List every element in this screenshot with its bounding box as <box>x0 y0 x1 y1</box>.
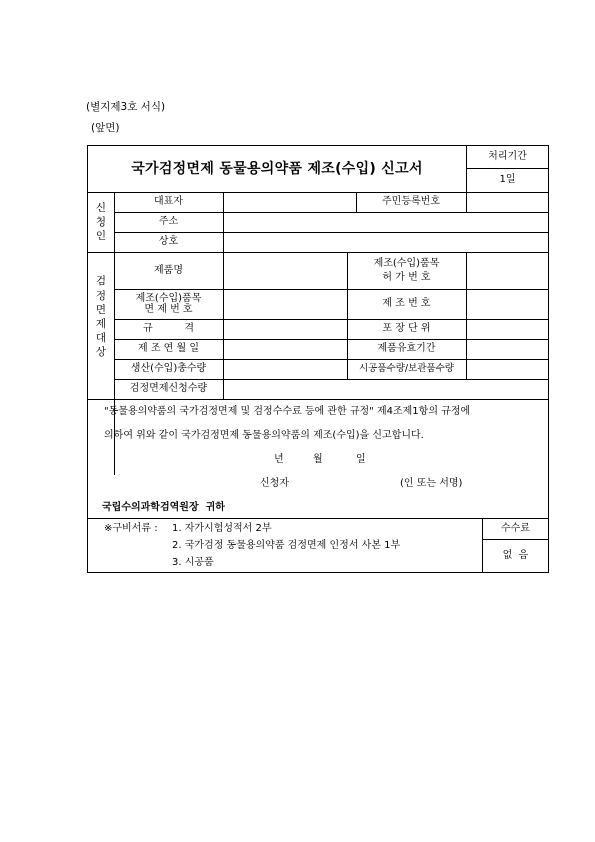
company-label: 상호 <box>158 236 179 248</box>
attachments-label: ※구비서류 : <box>104 523 158 534</box>
permit-no-label-line2: 허 가 번 호 <box>382 271 431 283</box>
processing-period-label: 처리기간 <box>488 151 527 163</box>
representative-field[interactable] <box>223 192 356 212</box>
permit-no-label <box>347 252 466 289</box>
date-year-label: 년 <box>274 454 284 465</box>
exemption-no-field[interactable] <box>223 289 347 319</box>
production-qty-field[interactable] <box>223 359 347 379</box>
permit-no-label-line1: 제조(수입)품목 <box>373 258 440 269</box>
resident-no-label: 주민등록번호 <box>382 196 440 208</box>
applicant-group-label <box>88 192 114 252</box>
applicant-char-1: 신 <box>95 201 107 214</box>
representative-label: 대표자 <box>154 196 183 208</box>
exemption-no-label-line2: 면 제 번 호 <box>144 304 193 315</box>
declaration-form <box>87 145 549 573</box>
page-side-label: (앞면) <box>91 122 120 134</box>
package-unit-field[interactable] <box>466 319 549 339</box>
addressee: 국립수의과학검역원장 귀하 <box>102 502 225 513</box>
exemption-no-label-line1: 제조(수입)품목 <box>135 292 202 304</box>
seal-label: (인 또는 서명) <box>400 478 463 489</box>
fee-value: 없 음 <box>502 549 529 561</box>
permit-no-field[interactable] <box>466 252 549 289</box>
subject-char-5: 대 <box>95 332 107 345</box>
address-field[interactable] <box>223 212 549 232</box>
form-number: (별지제3호 서식) <box>86 101 166 113</box>
attachment-item-3: 3. 시공품 <box>172 557 214 568</box>
expiry-field[interactable] <box>466 339 549 359</box>
expiry-label: 제품유효기간 <box>377 343 436 355</box>
exemption-request-qty-field[interactable] <box>223 379 549 399</box>
product-name-field[interactable] <box>223 252 347 289</box>
attachment-item-1: 1. 자가시험성적서 2부 <box>172 523 272 534</box>
applicant-sign-label: 신청자 <box>260 478 289 489</box>
attachment-item-2: 2. 국가검정 동물용의약품 검정면제 인정서 사본 1부 <box>172 540 401 551</box>
company-field[interactable] <box>223 232 549 252</box>
spec-label: 규 격 <box>142 323 195 335</box>
date-month-label: 월 <box>313 454 323 465</box>
form-title: 국가검정면제 동물용의약품 제조(수입) 신고서 <box>131 160 423 177</box>
processing-period-value: 1일 <box>499 174 516 186</box>
sample-qty-field[interactable] <box>466 359 549 379</box>
applicant-char-3: 인 <box>95 230 107 243</box>
subject-char-3: 면 <box>95 303 107 316</box>
subject-char-4: 제 <box>95 318 107 330</box>
product-name-label: 제품명 <box>154 264 183 276</box>
sample-qty-label: 시공품수량/보관품수량 <box>359 362 454 374</box>
fee-label: 수수료 <box>501 522 530 534</box>
applicant-char-2: 청 <box>95 215 107 228</box>
resident-no-field[interactable] <box>466 192 549 212</box>
production-qty-label: 생산(수입)총수량 <box>130 363 207 375</box>
mfg-date-label: 제 조 연 월 일 <box>137 343 199 355</box>
subject-char-1: 검 <box>95 275 107 288</box>
date-day-label: 일 <box>356 454 366 465</box>
mfg-date-field[interactable] <box>223 339 347 359</box>
package-unit-label: 포 장 단 위 <box>382 323 431 335</box>
serial-no-field[interactable] <box>466 289 549 319</box>
declaration-line-1: "동물용의약품의 국가검정면제 및 검정수수료 등에 관한 규정" 제4조제1항의 규정에 <box>104 406 471 417</box>
subject-group-label <box>88 252 114 382</box>
declaration-line-2: 의하여 위와 같이 국가검정면제 동물용의약품의 제조(수입)을 신고합니다. <box>104 430 424 441</box>
address-label: 주소 <box>158 216 179 228</box>
subject-char-6: 상 <box>95 346 107 359</box>
subject-char-2: 정 <box>95 289 107 302</box>
spec-field[interactable] <box>223 319 347 339</box>
serial-no-label: 제 조 번 호 <box>382 298 431 310</box>
exemption-no-label <box>114 289 223 319</box>
exemption-request-qty-label: 검정면제신청수량 <box>129 383 208 395</box>
